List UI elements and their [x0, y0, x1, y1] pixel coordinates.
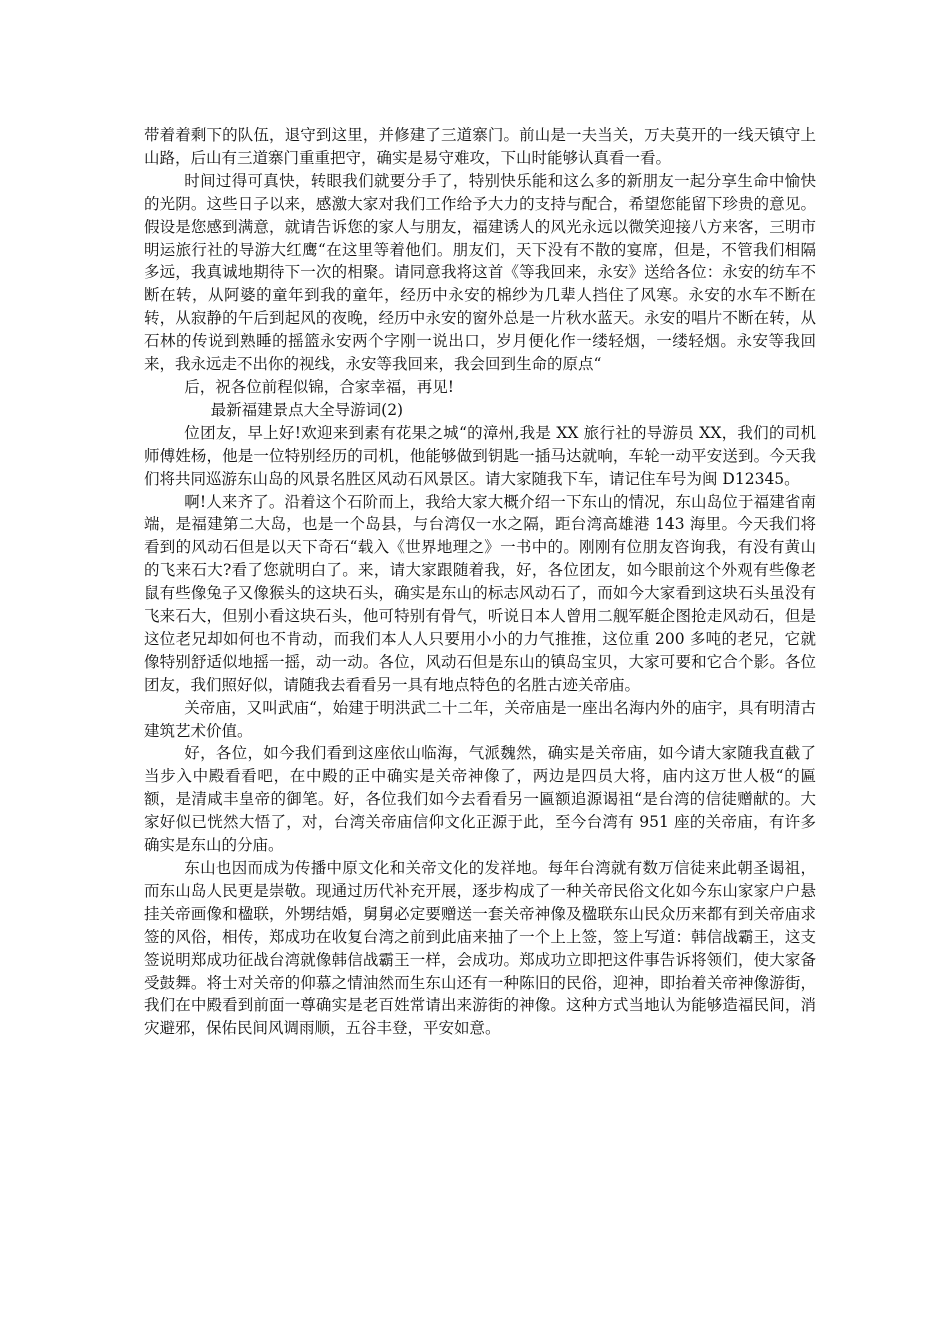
paragraph-dongshan-wind-stone: 啊!人来齐了。沿着这个石阶而上，我给大家大概介绍一下东山的情况，东山岛位于福建省南端，是福建第二大岛，也是一个岛县，与台湾仅一水之隔，距台湾高雄港 143 海里。今天我们将看到的风动石但是以天下奇石“载入《世界地理之》一书中的。刚刚有位朋友咨询我，有没有黄山的飞来石大?看了您就明白了。来，请大家跟随着我，好，各位团友，如今眼前这个外观有些像老鼠有些像兔子又像猴头的这块石头，确实是东山的标志风动石了，而如今大家看到这块石头虽没有飞来石大，但别小看这块石头，他可特别有骨气，听说日本人曾用二舰军艇企图抢走风动石，但是这位老兄却如何也不肯动，而我们本人人只要用小小的力气推推，这位重 200 多吨的老兄，它就像特别舒适似地摇一摇，动一动。各位，风动石但是东山的镇岛宝贝，大家可要和它合个影。各位团友，我们照好似，请随我去看看另一具有地点特色的名胜古迹关帝庙。 — [144, 492, 816, 694]
section-heading: 最新福建景点大全导游词(2) — [210, 400, 404, 419]
paragraph-guandi-temple-intro: 关帝庙，又叫武庙“，始建于明洪武二十二年，关帝庙是一座出名海内外的庙宇，具有明清古建筑艺术价值。 — [144, 698, 816, 740]
document-body — [144, 124, 816, 1040]
paragraph-fort-gates: 带着着剩下的队伍，退守到这里，并修建了三道寨门。前山是一夫当关，万夫莫开的一线天镇守上山路，后山有三道寨门重重把守，确实是易守难攻，下山时能够认真看一看。 — [144, 126, 816, 167]
paragraph-guandi-temple-hall: 好，各位，如今我们看到这座依山临海，气派魏然，确实是关帝庙，如今请大家随我直截了当步入中殿看看吧，在中殿的正中确实是关帝神像了，两边是四员大将，庙内这万世人极“的匾额，是清咸丰皇帝的御笔。好，各位我们如今去看看另一匾额追源谒祖“是台湾的信徒赠献的。大家好似已恍然大悟了，对，台湾关帝庙信仰文化正源于此，至今台湾有 951 座的关帝庙，有许多确实是东山的分庙。 — [144, 744, 816, 855]
paragraph-farewell-yongan: 时间过得可真快，转眼我们就要分手了，特别快乐能和这么多的新朋友一起分享生命中愉快的光阴。这些日子以来，感激大家对我们工作给予大力的支持与配合，希望您能留下珍贵的意见。假设是您感到满意，就请告诉您的家人与朋友，福建诱人的风光永远以微笑迎接八方来客，三明市明运旅行社的导游大红鹰“在这里等着他们。朋友们，天下没有不散的宴席，但是，不管我们相隔多远，我真诚地期待下一次的相聚。请同意我将这首《等我回来，永安》送给各位：永安的纺车不断在转，从阿婆的童年到我的童年，经历中永安的棉纱为几辈人挡住了风寒。永安的水车不断在转，从寂静的午后到起风的夜晚，经历中永安的窗外总是一片秋水蓝天。永安的唱片不断在转，从石林的传说到熟睡的摇篮永安两个字刚一说出口，岁月便化作一缕轻烟，一缕轻烟。永安等我回来，我永远走不出你的视线，永安等我回来，我会回到生命的原点“ — [144, 171, 816, 374]
paragraph-welcome-zhangzhou: 位团友，早上好!欢迎来到素有花果之城“的漳州,我是 XX 旅行社的导游员 XX，我们的司机师傅姓杨，他是一位特别经历的司机，他能够做到钥匙一插马达就响，车轮一动平安送到。今天我们将共同巡游东山岛的风景名胜区风动石风景区。请大家随我下车，请记住车号为闽 D12345。 — [144, 423, 816, 488]
paragraph-closing-wishes: 后，祝各位前程似锦，合家幸福，再见! — [184, 377, 455, 396]
paragraph-guandi-culture: 东山也因而成为传播中原文化和关帝文化的发祥地。每年台湾就有数万信徒来此朝圣谒祖，而东山岛人民更是崇敬。现通过历代补充开展，逐步构成了一种关帝民俗文化如今东山家家户户悬挂关帝画像和楹联，外甥结婚，舅舅必定要赠送一套关帝神像及楹联东山民众历来都有到关帝庙求签的风俗，相传，郑成功在收复台湾之前到此庙来抽了一个上上签，签上写道：韩信战霸王，这支签说明郑成功征战台湾就像韩信战霸王一样，会成功。郑成功立即把这件事告诉将领们，使大家备受鼓舞。将士对关帝的仰慕之情油然而生东山还有一种陈旧的民俗，迎神，即抬着关帝神像游街，我们在中殿看到前面一尊确实是老百姓常请出来游街的神像。这种方式当地认为能够造福民间，消灾避邪，保佑民间风调雨顺，五谷丰登，平安如意。 — [144, 859, 816, 1038]
